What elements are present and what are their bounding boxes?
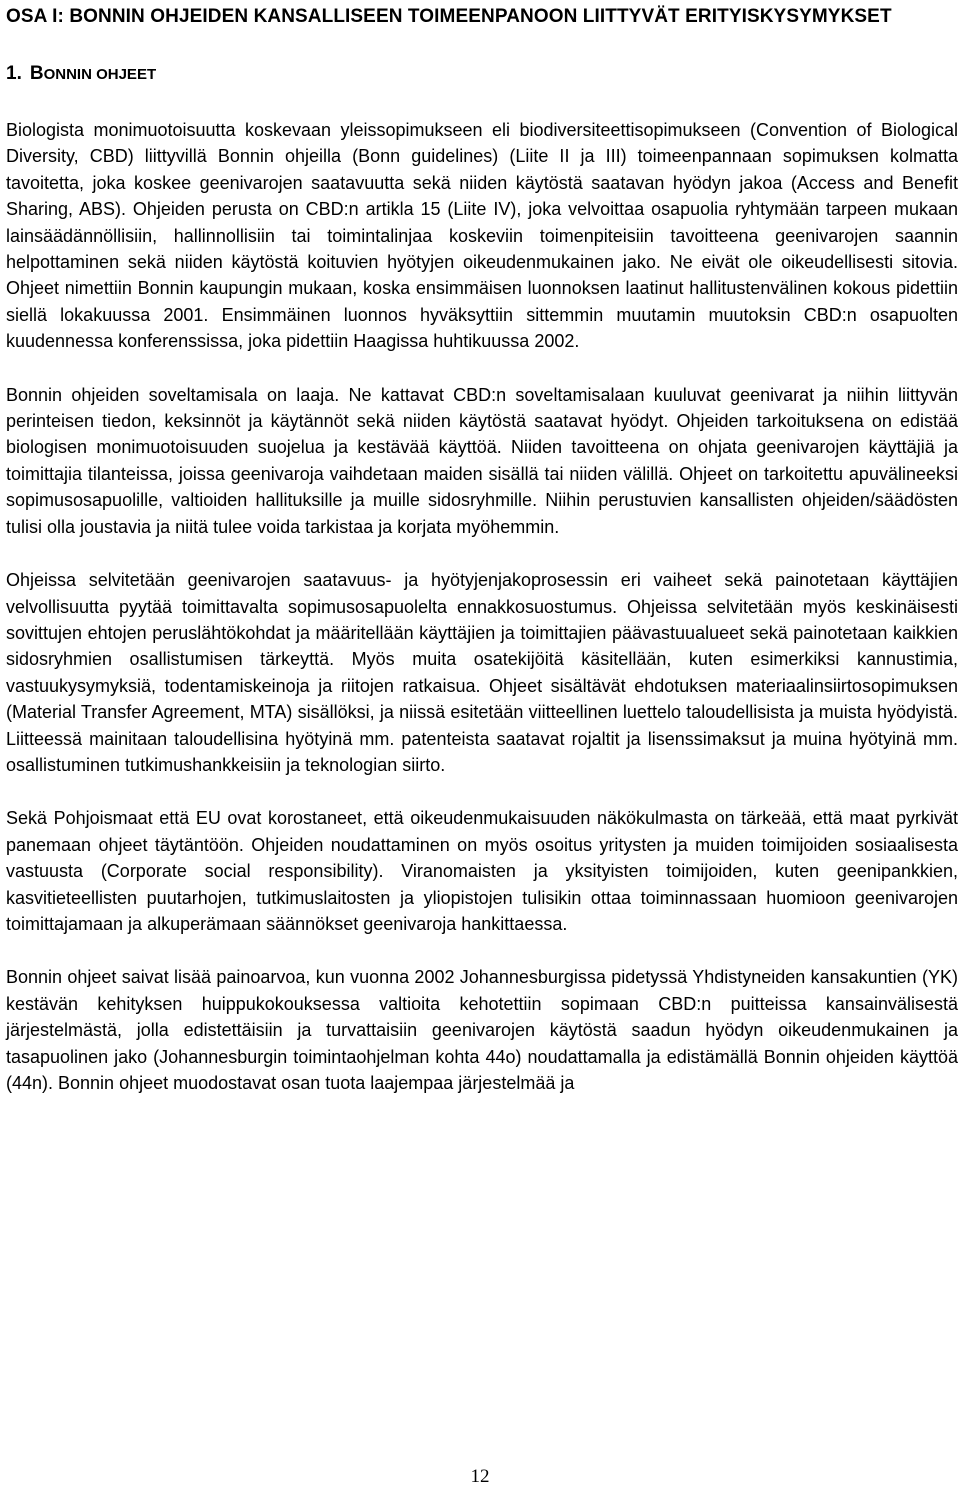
paragraph: Sekä Pohjoismaat että EU ovat korostaneet, että oikeudenmukaisuuden näkökulmasta on tärkeää, että maat pyrkivät panemaan ohjeet täytäntöön. Ohjeiden noudattaminen on myös osoitus yritysten ja muiden toimijoiden sosiaalisesta vastuusta (Corporate social responsibility). Viranomaisten ja yksityisten toimijoiden, kuten geenipankkien, kasvitieteellisten puutarhojen, tutkimuslaitosten ja yliopistojen tulisikin ottaa toiminnassaan huomioon geenivarojen toimittajamaan ja alkuperämaan säännökset geenivaroja hankittaessa. <box>6 808 958 934</box>
section-title-initial: B <box>29 63 44 84</box>
paragraph: Bonnin ohjeet saivat lisää painoarvoa, kun vuonna 2002 Johannesburgissa pidetyssä Yhdistyneiden kansakuntien (YK) kestävän kehityksen huippukokouksessa valtioita kehotettiin sopimaan CBD:n puitteissa kansainvälisestä järjestelmästä, jolla edistettäisiin ja turvattaisiin geenivarojen käytöstä saadun hyödyn oikeudenmukainen ja tasapuolinen jako (Johannesburgin toimintaohjelman kohta 44o) noudattamalla ja edistämällä Bonnin ohjeiden käyttöä (44n). Bonnin ohjeet muodostavat osan tuota laajempaa järjestelmää ja <box>6 967 958 1093</box>
page-number: 12 <box>470 1466 490 1487</box>
section-number: 1. <box>6 63 22 84</box>
document-page <box>6 2 958 1096</box>
paragraph: Biologista monimuotoisuutta koskevaan yleissopimukseen eli biodiversiteettisopimukseen (Convention of Biological Diversity, CBD) liittyvillä Bonnin ohjeilla (Bonn guidelines) (Liite II ja III) toimeenpannaan sopimuksen kolmatta tavoitetta, joka koskee geenivarojen saatavuutta sekä niiden käytöstä saatavan hyödyn jakoa (Access and Benefit Sharing, ABS). Ohjeiden perusta on CBD:n artikla 15 (Liite IV), joka velvoittaa osapuolia ryhtymään tarpeen mukaan lainsäädännöllisiin, hallinnollisiin tai toimintalinjaa koskeviin toimenpiteisiin tavoitteena geenivarojen saannin helpottaminen sekä niiden käytöstä koituvien hyötyjen oikeudenmukainen jako. Ne eivät ole oikeudellisesti sitovia. Ohjeet nimettiin Bonnin kaupungin mukaan, koska ensimmäisen luonnoksen laatinut hallitustenvälinen kokous pidettiin siellä lokakuussa 2001. Ensimmäinen luonnos hyväksyttiin sittemmin muutamin muutoksin CBD:n osapuolten kuudennessa konferenssissa, joka pidettiin Haagissa huhtikuussa 2002. <box>6 120 958 352</box>
paragraph: Ohjeissa selvitetään geenivarojen saatavuus- ja hyötyjenjakoprosessin eri vaiheet sekä painotetaan käyttäjien velvollisuutta pyytää toimittavalta sopimusosapuolelta ennakkosuostumus. Ohjeissa selvitetään myös keskinäisesti sovittujen ehtojen peruslähtökohdat ja määritellään käyttäjien ja toimittajien päävastuualueet sekä painotetaan kaikkien sidosryhmien osallistumisen tärkeyttä. Myös muita osatekijöitä käsitellään, kuten esimerkiksi kannustimia, vastuukysymyksiä, todentamiskeinoja ja riitojen ratkaisua. Ohjeet sisältävät ehdotuksen materiaalinsiirtosopimuksen (Material Transfer Agreement, MTA) sisällöksi, ja niissä esitetään viitteellinen luettelo taloudellisista ja muista hyödyistä. Liitteessä mainitaan taloudellisina hyötyinä mm. patenteista saatavat rojaltit ja lisenssimaksut ja muina hyötyinä mm. osallistuminen tutkimushankkeisiin ja teknologian siirto. <box>6 570 958 775</box>
section-title-rest: ONNIN OHJEET <box>43 66 157 83</box>
paragraph: Bonnin ohjeiden soveltamisala on laaja. Ne kattavat CBD:n soveltamisalaan kuuluvat geenivarat ja niihin liittyvän perinteisen tiedon, keksinnöt ja käytännöt sekä niiden käytöstä saatavat hyödyt. Ohjeiden tarkoituksena on edistää biologisen monimuotoisuuden suojelua ja kestävää käyttöä. Niiden tavoitteena on ohjata geenivarojen käyttäjiä ja toimittajia tilanteissa, joissa geenivaroja vaihdetaan maiden sisällä tai niiden välillä. Ohjeet on tarkoitettu apuvälineeksi sopimusosapuolille, valtioiden hallituksille ja muille sidosryhmille. Niihin perustuvien kansallisten ohjeiden/säädösten tulisi olla joustavia ja niitä tulee voida tarkistaa ja korjata myöhemmin. <box>6 384 958 537</box>
section-heading <box>6 62 958 87</box>
part-title: OSA I: BONNIN OHJEIDEN KANSALLISEEN TOIMEENPANOON LIITTYVÄT ERITYISKYSYMYKSET <box>6 6 892 27</box>
